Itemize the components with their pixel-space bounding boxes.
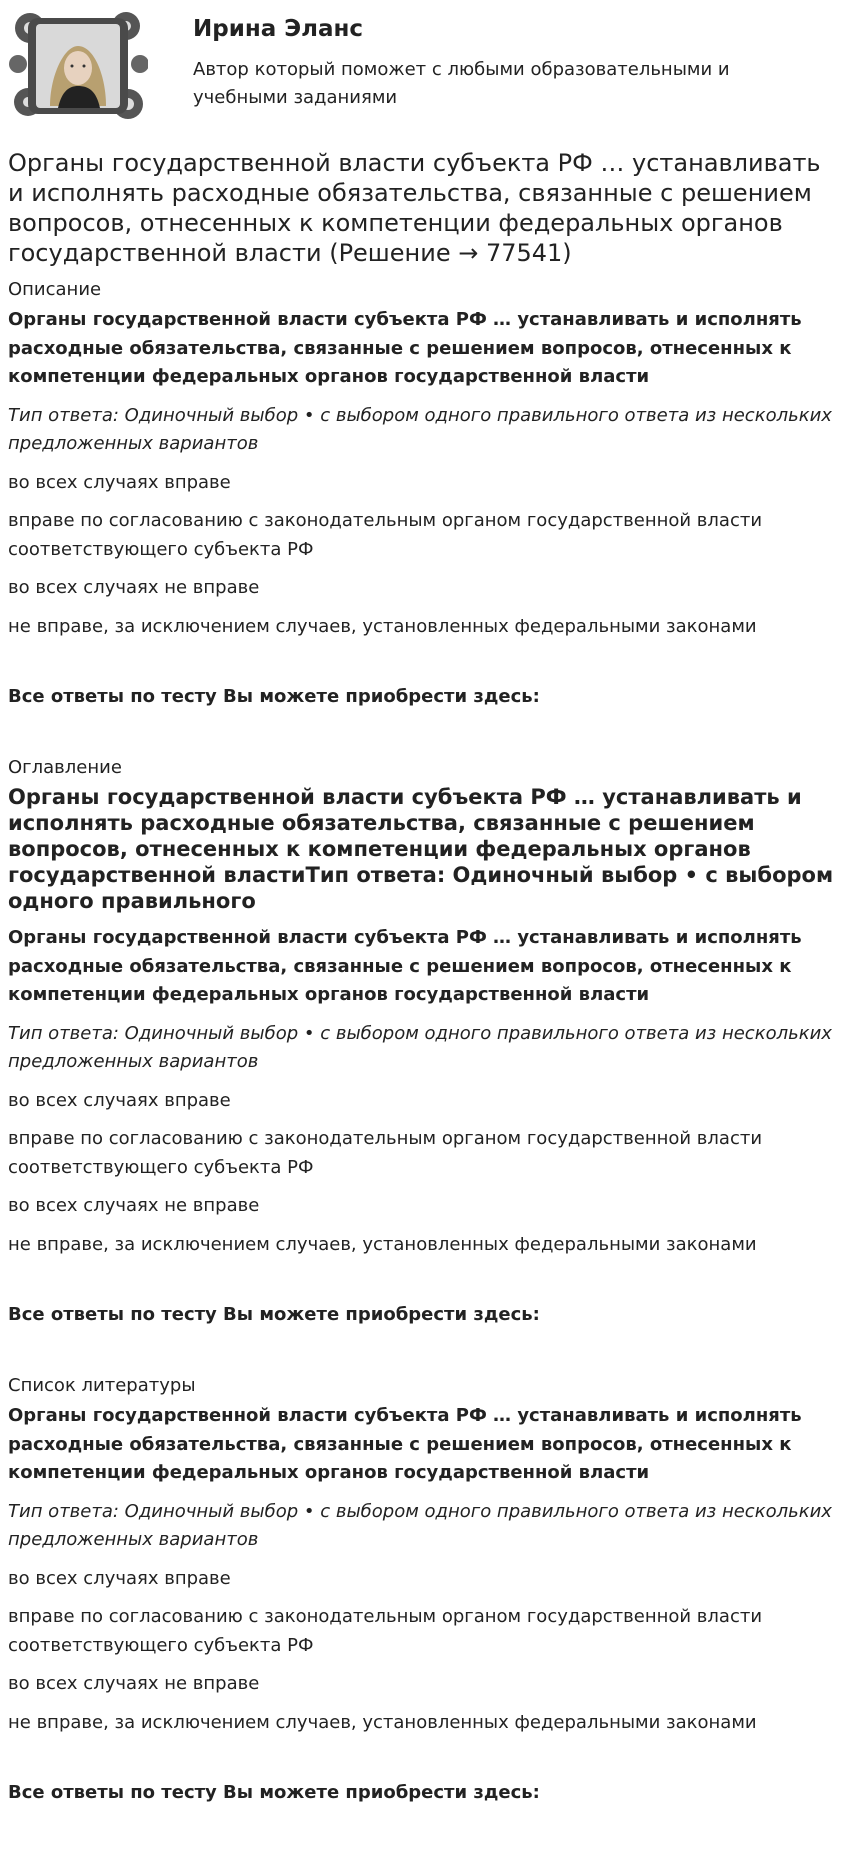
section-label: Список литературы: [8, 1375, 196, 1396]
answer-option: не вправе, за исключением случаев, установленных федеральными законами: [8, 1711, 757, 1733]
answer-option: не вправе, за исключением случаев, установленных федеральными законами: [8, 1233, 757, 1255]
section-label: Оглавление: [8, 757, 122, 778]
buy-answers-text: Все ответы по тесту Вы можете приобрести здесь:: [8, 1304, 540, 1325]
answer-type: Тип ответа: Одиночный выбор • с выбором одного правильного ответа из нескольких предложенных вариантов: [8, 404, 832, 454]
author-name[interactable]: Ирина Эланс: [193, 16, 364, 42]
toc-heading[interactable]: Органы государственной власти субъекта РФ … устанавливать и исполнять расходные обязательства, связанные с решением вопросов, отнесенных к компетенции федеральных органов государственной властиТип ответа: Одиночный выбор • с выбором одного правильного: [8, 785, 834, 913]
answer-option: не вправе, за исключением случаев, установленных федеральными законами: [8, 615, 757, 637]
question-text: Органы государственной власти субъекта РФ … устанавливать и исполнять расходные обязательства, связанные с решением вопросов, отнесенных к компетенции федеральных органов государственной власти: [8, 927, 802, 1005]
answer-type: Тип ответа: Одиночный выбор • с выбором одного правильного ответа из нескольких предложенных вариантов: [8, 1500, 832, 1550]
answer-option: во всех случаях не вправе: [8, 1195, 260, 1216]
page-title: Органы государственной власти субъекта РФ … устанавливать и исполнять расходные обязательства, связанные с решением вопросов, отнесенных к компетенции федеральных органов государственной власти (Решение → 77541): [8, 149, 821, 267]
answer-option: вправе по согласованию с законодательным органом государственной власти соответствующего субъекта РФ: [8, 1128, 763, 1178]
answer-type: Тип ответа: Одиночный выбор • с выбором одного правильного ответа из нескольких предложенных вариантов: [8, 1022, 832, 1072]
author-card: [8, 6, 828, 126]
answer-option: во всех случаях вправе: [8, 1089, 231, 1111]
answer-option: во всех случаях не вправе: [8, 577, 260, 598]
buy-answers-text: Все ответы по тесту Вы можете приобрести здесь:: [8, 1782, 540, 1803]
answer-option: вправе по согласованию с законодательным органом государственной власти соответствующего субъекта РФ: [8, 1606, 763, 1656]
answer-option: во всех случаях вправе: [8, 471, 231, 493]
answer-option: во всех случаях не вправе: [8, 1673, 260, 1694]
answer-option: вправе по согласованию с законодательным органом государственной власти соответствующего субъекта РФ: [8, 510, 763, 560]
toc-section: [8, 756, 838, 1329]
bibliography-section: [8, 1374, 838, 1807]
author-avatar[interactable]: [8, 6, 148, 124]
question-text: Органы государственной власти субъекта РФ … устанавливать и исполнять расходные обязательства, связанные с решением вопросов, отнесенных к компетенции федеральных органов государственной власти: [8, 1405, 802, 1483]
author-description: Автор который поможет с любыми образовательными и учебными заданиями: [193, 59, 730, 108]
question-text: Органы государственной власти субъекта РФ … устанавливать и исполнять расходные обязательства, связанные с решением вопросов, отнесенных к компетенции федеральных органов государственной власти: [8, 309, 802, 387]
section-label: Описание: [8, 279, 102, 300]
description-section: [8, 278, 838, 711]
answer-option: во всех случаях вправе: [8, 1567, 231, 1589]
buy-answers-text: Все ответы по тесту Вы можете приобрести здесь:: [8, 686, 540, 707]
